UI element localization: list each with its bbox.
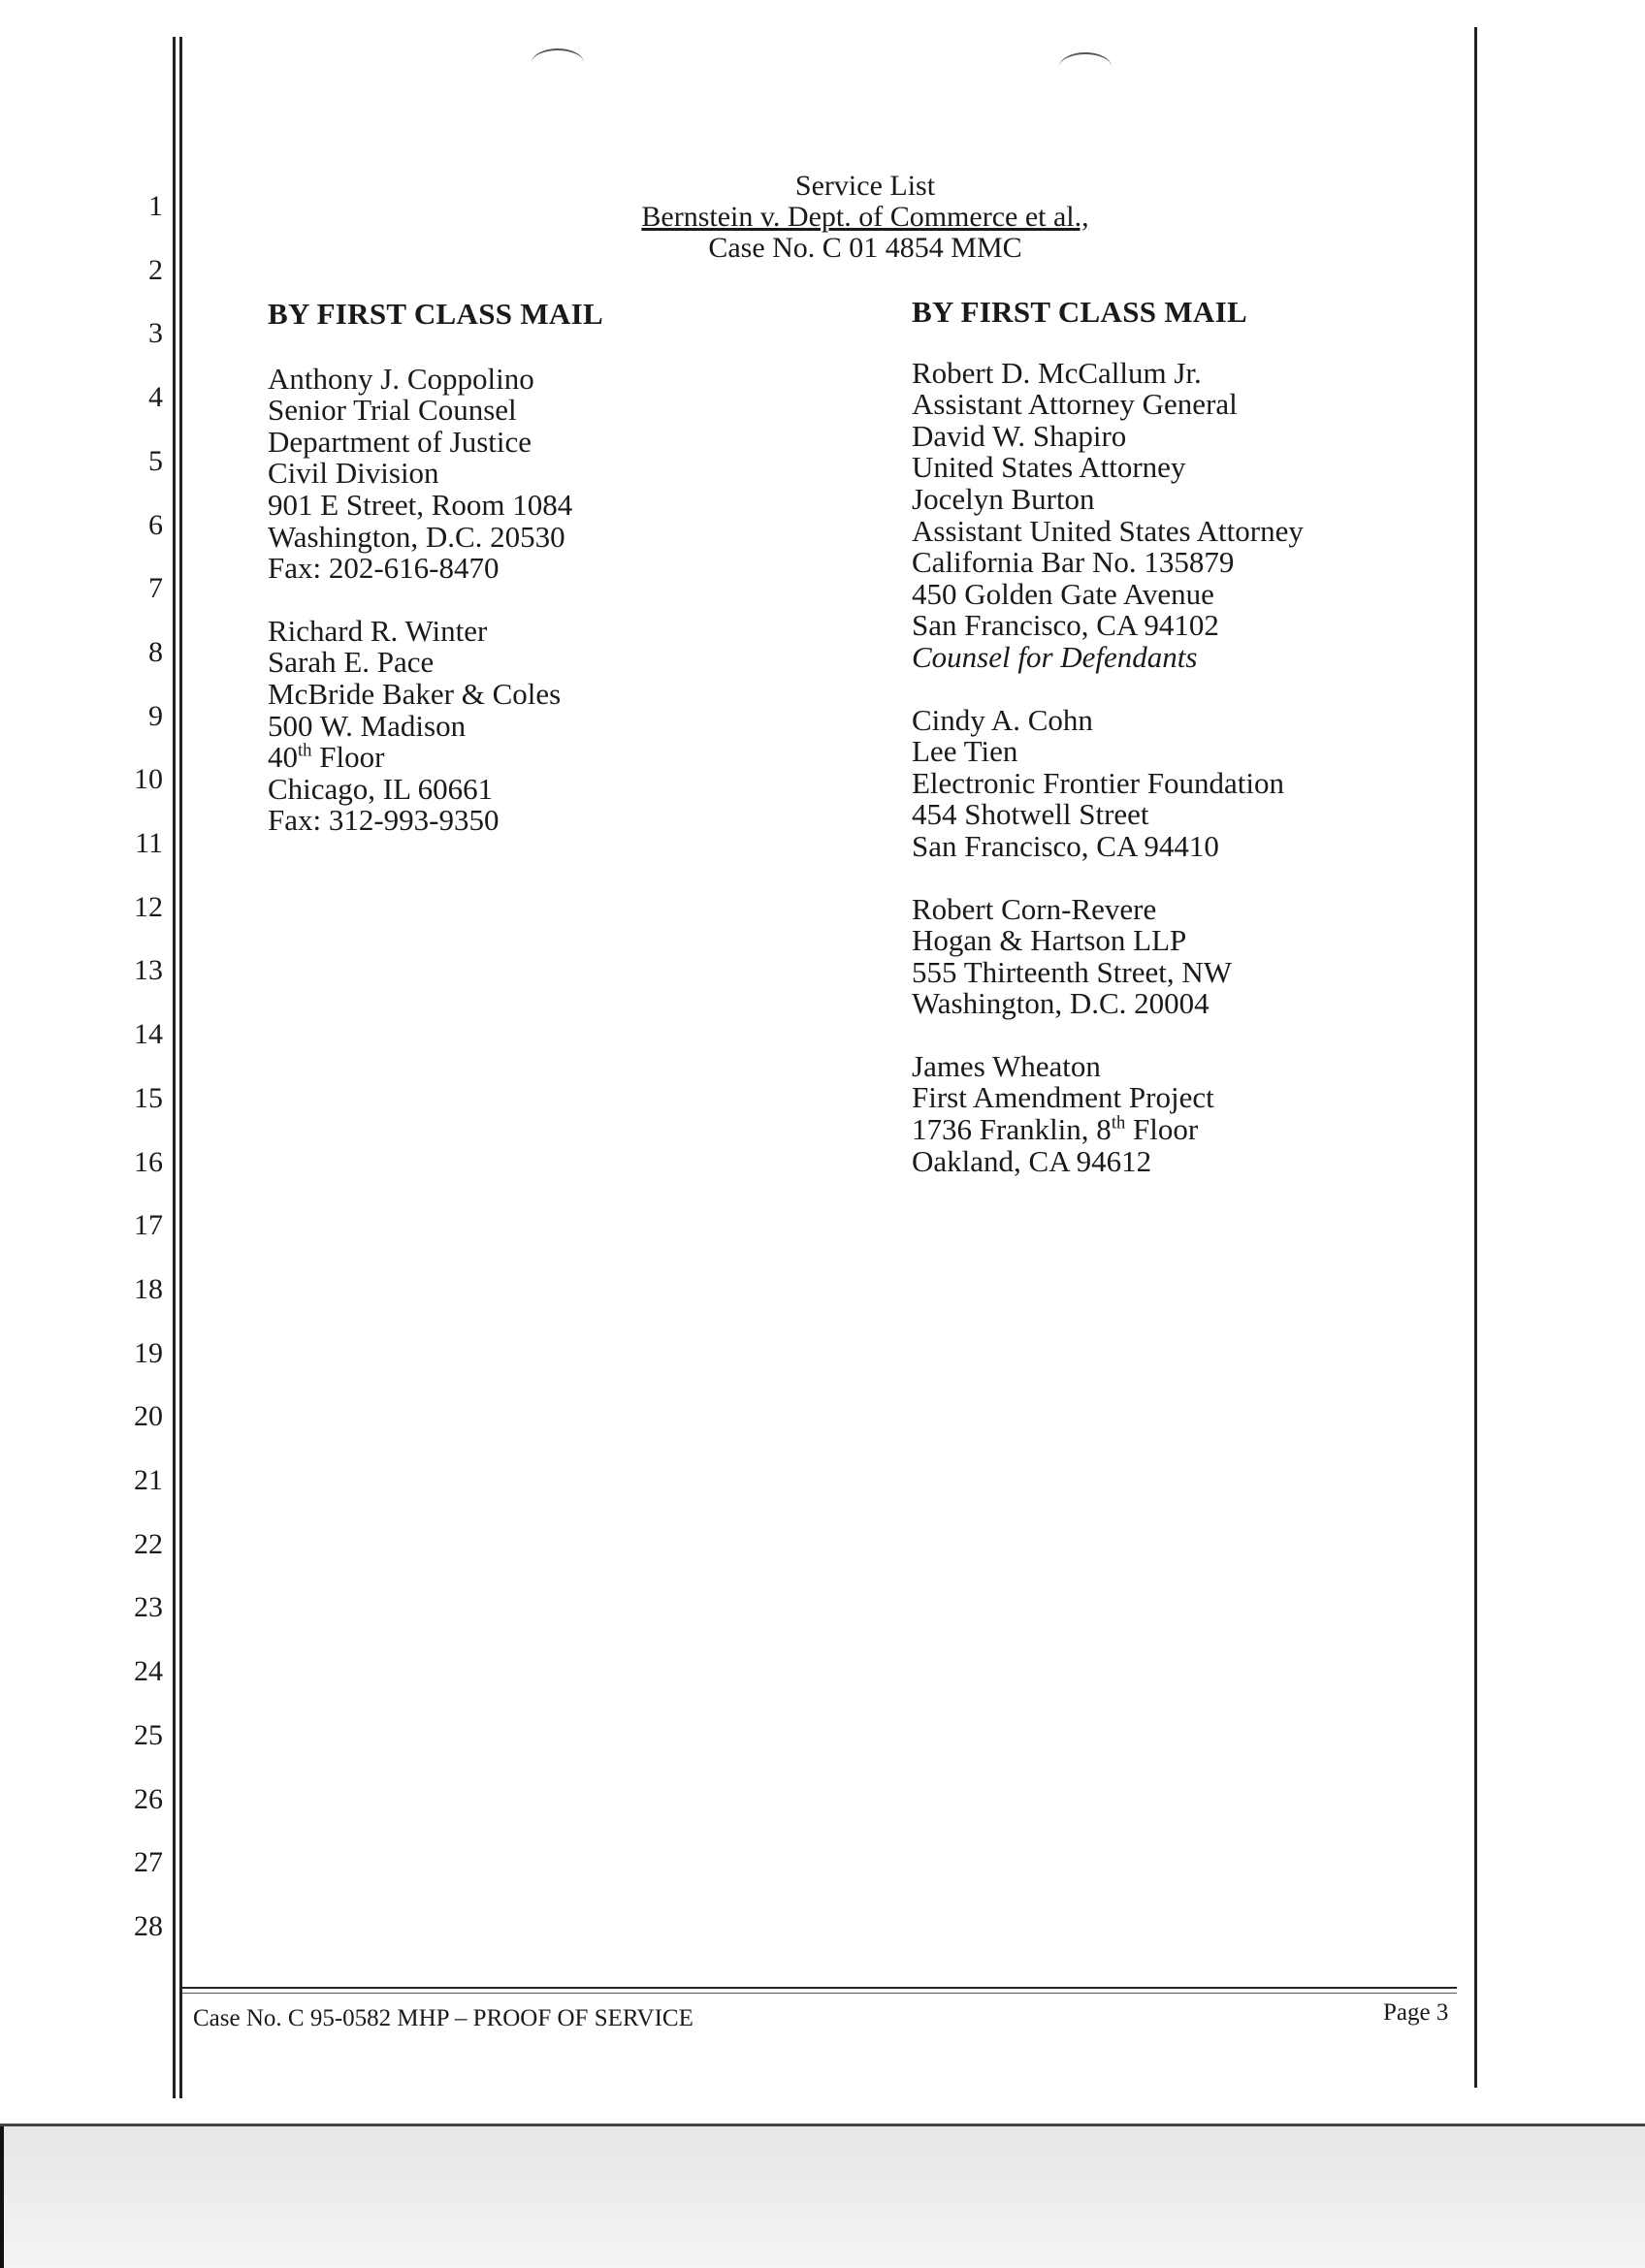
recipient-line: 450 Golden Gate Avenue — [912, 576, 1214, 611]
scan-bottom-margin — [0, 2126, 1645, 2268]
recipient-line: Assistant United States Attorney — [912, 513, 1304, 548]
recipient-name: Sarah E. Pace — [268, 645, 435, 680]
recipient-entry — [268, 613, 888, 838]
recipient-org: First Amendment Project — [912, 1080, 1214, 1115]
line-number: 14 — [134, 1018, 163, 1051]
recipient-line: Robert D. McCallum Jr. — [912, 355, 1202, 390]
recipient-fax: Fax: 312-993-9350 — [268, 803, 500, 838]
line-number: 13 — [134, 954, 163, 987]
recipient-line: San Francisco, CA 94410 — [912, 828, 1219, 863]
footer-case-caption: Case No. C 95-0582 MHP – PROOF OF SERVICE — [193, 2005, 693, 2031]
line-number: 21 — [134, 1464, 163, 1496]
line-number: 12 — [134, 890, 163, 923]
line-number: 23 — [134, 1591, 163, 1624]
recipient-name: Anthony J. Coppolino — [268, 361, 534, 396]
line-number: 16 — [134, 1145, 163, 1178]
recipient-line: Washington, D.C. 20004 — [912, 986, 1210, 1021]
line-number: 28 — [134, 1909, 163, 1942]
line-number: 8 — [148, 635, 163, 668]
line-number: 9 — [148, 699, 163, 732]
recipient-line: Robert Corn-Revere — [912, 891, 1157, 926]
recipient-org: Department of Justice — [268, 424, 532, 459]
recipient-line: 555 Thirteenth Street, NW — [912, 954, 1233, 989]
line-number: 2 — [148, 253, 163, 286]
recipient-line: David W. Shapiro — [912, 418, 1127, 453]
line-number: 19 — [134, 1336, 163, 1369]
left-column — [268, 299, 888, 868]
scan-page-edge — [0, 2124, 1645, 2126]
recipient-city: Washington, D.C. 20530 — [268, 519, 565, 554]
line-number: 20 — [134, 1400, 163, 1433]
line-number: 26 — [134, 1782, 163, 1815]
recipient-city: Chicago, IL 60661 — [268, 771, 494, 806]
line-number: 18 — [134, 1272, 163, 1305]
line-number: 24 — [134, 1655, 163, 1688]
case-caption: Bernstein v. Dept. of Commerce et al., — [641, 201, 1089, 233]
recipient-line: Hogan & Hartson LLP — [912, 923, 1187, 958]
recipient-entry — [912, 1048, 1532, 1178]
recipient-role: Counsel for Defendants — [912, 639, 1198, 674]
footer-page-number: Page 3 — [1383, 1999, 1449, 2026]
line-number: 7 — [148, 572, 163, 605]
case-number: Case No. C 01 4854 MMC — [708, 232, 1022, 264]
recipient-address: 500 W. Madison — [268, 708, 467, 743]
line-number: 4 — [148, 381, 163, 414]
recipient-entry — [268, 361, 888, 586]
recipient-entry — [912, 891, 1532, 1021]
recipient-address: 1736 Franklin, 8th Floor — [912, 1112, 1199, 1147]
recipient-firm: McBride Baker & Coles — [268, 676, 562, 711]
right-column-heading: BY FIRST CLASS MAIL — [912, 295, 1247, 329]
line-number: 6 — [148, 508, 163, 541]
line-number: 22 — [134, 1527, 163, 1560]
recipient-line: San Francisco, CA 94102 — [912, 608, 1219, 643]
line-number: 1 — [148, 190, 163, 222]
service-list-header — [485, 171, 1245, 264]
recipient-name: Richard R. Winter — [268, 613, 488, 648]
line-number: 15 — [134, 1081, 163, 1114]
line-number: 25 — [134, 1718, 163, 1751]
right-column — [912, 297, 1532, 1208]
line-number: 11 — [135, 827, 163, 859]
recipient-entry — [912, 702, 1532, 863]
left-margin-rule — [179, 37, 182, 2098]
recipient-name: James Wheaton — [912, 1048, 1101, 1083]
line-number: 27 — [134, 1846, 163, 1879]
scan-page-edge — [0, 2126, 4, 2268]
recipient-line: Cindy A. Cohn — [912, 702, 1093, 737]
line-number: 5 — [148, 444, 163, 477]
line-number: 10 — [134, 763, 163, 796]
punch-hole-mark — [532, 48, 584, 78]
recipient-line: Jocelyn Burton — [912, 481, 1095, 516]
recipient-line: Electronic Frontier Foundation — [912, 765, 1284, 800]
line-number: 17 — [134, 1209, 163, 1242]
recipient-line: Lee Tien — [912, 734, 1018, 769]
recipient-entry — [912, 355, 1532, 674]
recipient-city: Oakland, CA 94612 — [912, 1143, 1152, 1178]
footer-rule — [182, 1987, 1457, 1989]
recipient-division: Civil Division — [268, 456, 439, 491]
recipient-line: 454 Shotwell Street — [912, 797, 1149, 832]
left-column-heading: BY FIRST CLASS MAIL — [268, 297, 603, 331]
recipient-line: United States Attorney — [912, 450, 1186, 485]
left-margin-rule — [173, 37, 176, 2098]
service-list-title: Service List — [794, 170, 936, 202]
footer-rule — [182, 1993, 1457, 1994]
punch-hole-mark — [1059, 52, 1112, 81]
recipient-address: 901 E Street, Room 1084 — [268, 487, 573, 522]
recipient-floor: 40th Floor — [268, 740, 385, 775]
recipient-line: California Bar No. 135879 — [912, 545, 1235, 580]
recipient-title: Senior Trial Counsel — [268, 393, 517, 428]
recipient-line: Assistant Attorney General — [912, 387, 1238, 422]
recipient-fax: Fax: 202-616-8470 — [268, 551, 500, 586]
line-number: 3 — [148, 317, 163, 350]
